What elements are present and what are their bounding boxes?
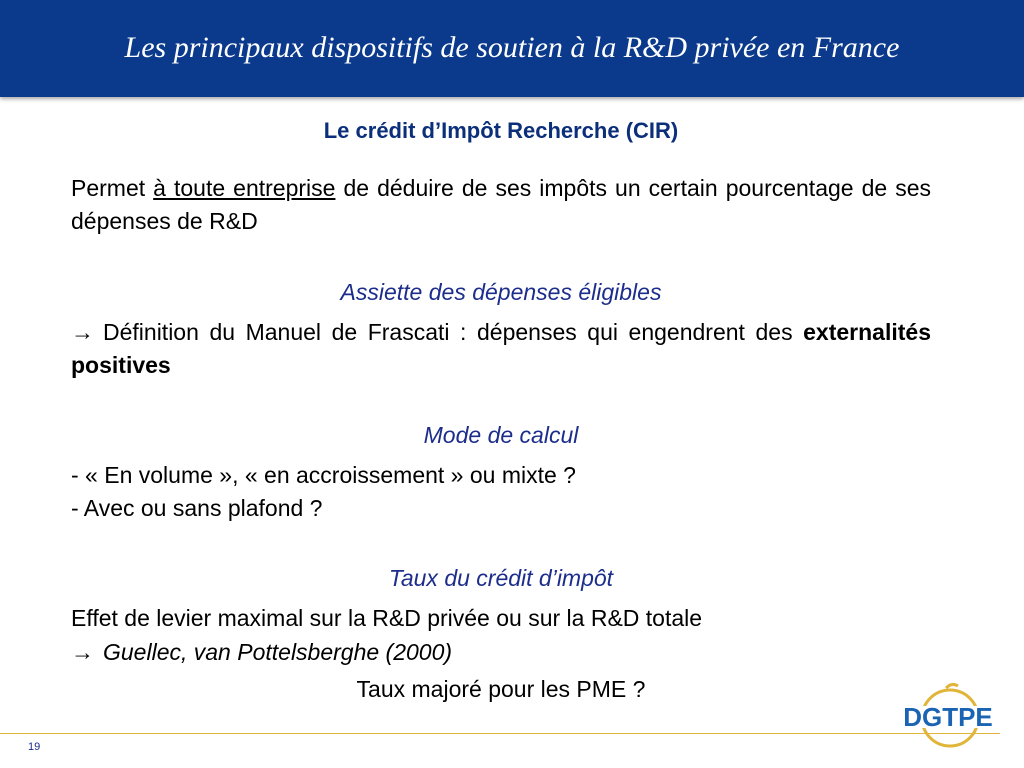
taux-citation-line <box>71 636 931 669</box>
taux-line-3: Taux majoré pour les PME ? <box>356 676 646 702</box>
assiette-text: Définition du Manuel de Frascati : dépenses qui engendrent des <box>103 319 804 345</box>
footer-divider <box>0 733 1000 734</box>
slide-title: Les principaux dispositifs de soutien à la R&D privée en France <box>124 31 900 64</box>
taux-citation: Guellec, van Pottelsberghe (2000) <box>103 639 453 665</box>
section-heading-mode: Mode de calcul <box>423 422 579 448</box>
section-heading-taux: Taux du crédit d’impôt <box>388 565 614 591</box>
mode-line-1: - « En volume », « en accroissement » ou mixte ? <box>71 462 576 488</box>
mode-line-2: - Avec ou sans plafond ? <box>71 495 323 521</box>
page-number: 19 <box>28 741 41 753</box>
right-arrow-icon: → <box>71 319 94 345</box>
intro-prefix: Permet <box>71 175 154 201</box>
section-heading-assiette: Assiette des dépenses éligibles <box>340 279 662 305</box>
assiette-bold: externalités positives <box>71 319 931 378</box>
dgtpe-logo <box>888 680 1008 760</box>
right-arrow-icon: → <box>71 639 94 665</box>
assiette-paragraph <box>71 316 931 382</box>
logo-text: DGTPE <box>903 702 993 732</box>
intro-underlined: à toute entreprise <box>153 175 336 201</box>
taux-line-1: Effet de levier maximal sur la R&D privée ou sur la R&D totale <box>71 605 703 631</box>
intro-suffix: de déduire de ses impôts un certain pourcentage de ses dépenses de R&D <box>71 175 931 234</box>
main-heading: Le crédit d’Impôt Recherche (CIR) <box>323 118 679 143</box>
logo-ring-hook <box>946 684 958 688</box>
intro-paragraph <box>71 172 931 238</box>
